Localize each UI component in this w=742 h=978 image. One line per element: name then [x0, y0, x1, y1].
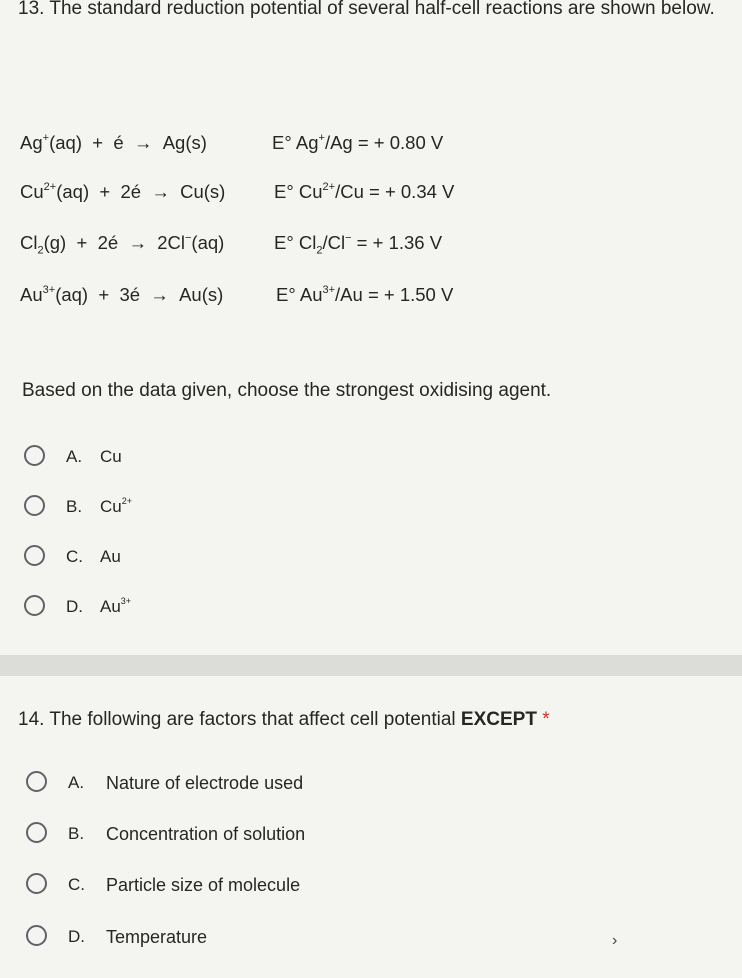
- radio-button[interactable]: [26, 873, 47, 894]
- q13-option-d[interactable]: [24, 594, 224, 620]
- radio-button[interactable]: [26, 925, 47, 946]
- question-13-prompt: Based on the data given, choose the strongest oxidising agent.: [22, 380, 552, 401]
- option-letter: D.: [68, 927, 85, 946]
- radio-button[interactable]: [24, 545, 45, 566]
- option-text: Particle size of molecule: [106, 875, 301, 895]
- half-reaction-equation: $Cl_2(g)$ + 2é → 2Cl−(aq): [20, 231, 225, 257]
- question-13-title: 13. The standard reduction potential of several half-cell reactions are shown below.: [18, 0, 715, 19]
- radio-button[interactable]: [26, 822, 47, 843]
- option-letter: A.: [66, 447, 83, 466]
- option-letter: A.: [68, 773, 85, 792]
- question-14-title-emphasis: EXCEPT: [460, 709, 537, 730]
- radio-button[interactable]: [24, 595, 45, 616]
- option-text: $Au^{3+}$: [100, 596, 132, 616]
- cursor-mark: ›: [612, 932, 618, 949]
- option-letter: D.: [66, 597, 83, 616]
- question-14-card: [0, 676, 742, 978]
- standard-potential: E° $Au^{3+}/Au$ = + 1.50 V: [276, 283, 454, 305]
- q14-option-a[interactable]: [26, 770, 356, 796]
- required-asterisk: *: [542, 709, 550, 730]
- standard-potential: E° Ag+/Ag = + 0.80 V: [272, 131, 444, 153]
- radio-button[interactable]: [24, 495, 45, 516]
- half-reaction-equation: Ag+(aq) + é → Ag(s): [20, 131, 207, 153]
- option-letter: B.: [68, 824, 85, 843]
- option-letter: C.: [68, 875, 85, 894]
- standard-potential: E° $Cl_2/Cl^-$ = + 1.36 V: [274, 231, 443, 257]
- q14-option-b[interactable]: [26, 821, 356, 847]
- q13-option-c[interactable]: [24, 544, 224, 570]
- q14-option-d[interactable]: [26, 924, 356, 950]
- option-text: Cu: [100, 447, 122, 466]
- option-text: Temperature: [106, 927, 208, 947]
- q13-option-a[interactable]: [24, 444, 224, 470]
- radio-button[interactable]: [26, 771, 47, 792]
- standard-potential: E° $Cu^{2+}/Cu$ = + 0.34 V: [274, 180, 455, 202]
- half-reaction-equation: $Cu^{2+}(aq)$ + 2é → Cu(s): [20, 180, 226, 202]
- option-letter: B.: [66, 497, 83, 516]
- option-letter: C.: [66, 547, 83, 566]
- option-text: $Cu^{2+}$: [100, 496, 132, 516]
- question-14-title: [18, 703, 550, 737]
- option-text: Nature of electrode used: [106, 773, 304, 793]
- q13-option-b[interactable]: [24, 494, 224, 520]
- radio-button[interactable]: [24, 445, 45, 466]
- half-reaction-equation: $Au^{3+}(aq)$ + 3é → Au(s): [20, 283, 224, 305]
- option-text: Au: [100, 547, 121, 566]
- option-text: Concentration of solution: [106, 824, 306, 844]
- q14-option-c[interactable]: [26, 872, 356, 898]
- question-14-title-text: 14. The following are factors that affect cell potential: [18, 709, 461, 730]
